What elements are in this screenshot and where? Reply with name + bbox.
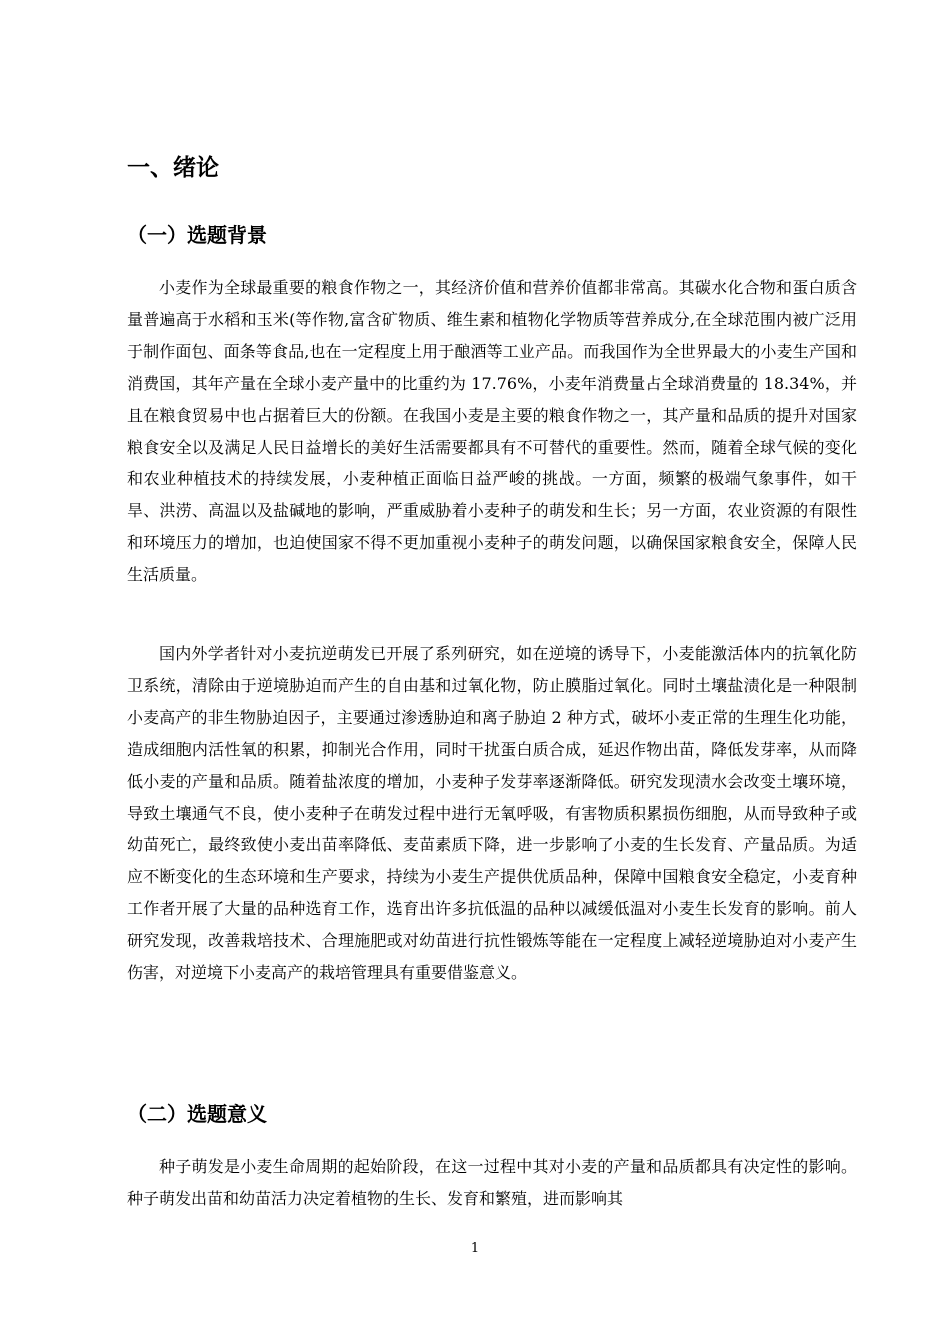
page-number: 1 <box>470 1241 480 1256</box>
section-heading-background: （一）选题背景 <box>127 223 267 247</box>
paragraph-significance-1: 种子萌发是小麦生命周期的起始阶段，在这一过程中其对小麦的产量和品质都具有决定性的影响。种子萌发出苗和幼苗活力决定着植物的生长、发育和繁殖，进而影响其 <box>127 1157 857 1208</box>
paragraph-background-2: 国内外学者针对小麦抗逆萌发已开展了系列研究，如在逆境的诱导下，小麦能激活体内的抗氧化防卫系统，清除由于逆境胁迫而产生的自由基和过氧化物，防止膜脂过氧化。同时土壤盐渍化是一种限制小麦高产的非生物胁迫因子，主要通过渗透胁迫和离子胁迫 2 种方式，破坏小麦正常的生理生化功能，造成细胞内活性氧的积累，抑制光合作用，同时干扰蛋白质合成，延迟作物出苗，降低发芽率，从而降低小麦的产量和品质。随着盐浓度的增加，小麦种子发芽率逐渐降低。研究发现渍水会改变土壤环境，导致土壤通气不良，使小麦种子在萌发过程中进行无氧呼吸，有害物质积累损伤细胞，从而导致种子或幼苗死亡，最终致使小麦出苗率降低、麦苗素质下降，进一步影响了小麦的生长发育、产量品质。为适应不断变化的生态环境和生产要求，持续为小麦生产提供优质品种，保障中国粮食安全稳定，小麦育种工作者开展了大量的品种选育工作，选育出许多抗低温的品种以减缓低温对小麦生长发育的影响。前人研究发现，改善栽培技术、合理施肥或对幼苗进行抗性锻炼等能在一定程度上减轻逆境胁迫对小麦产生伤害，对逆境下小麦高产的栽培管理具有重要借鉴意义。 <box>127 644 857 983</box>
paragraph-background-1: 小麦作为全球最重要的粮食作物之一，其经济价值和营养价值都非常高。其碳水化合物和蛋白质含量普遍高于水稻和玉米(等作物,富含矿物质、维生素和植物化学物质等营养成分,在全球范围内被广泛用于制作面包、面条等食品,也在一定程度上用于酿酒等工业产品。而我国作为全世界最大的小麦生产国和消费国，其年产量在全球小麦产量中的比重约为 17.76%，小麦年消费量占全球消费量的 18.34%，并且在粮食贸易中也占据着巨大的份额。在我国小麦是主要的粮食作物之一，其产量和品质的提升对国家粮食安全以及满足人民日益增长的美好生活需要都具有不可替代的重要性。然而，随着全球气候的变化和农业种植技术的持续发展，小麦种植正面临日益严峻的挑战。一方面，频繁的极端气象事件，如干旱、洪涝、高温以及盐碱地的影响，严重威胁着小麦种子的萌发和生长；另一方面，农业资源的有限性和环境压力的增加，也迫使国家不得不更加重视小麦种子的萌发问题，以确保国家粮食安全，保障人民生活质量。 <box>127 278 857 585</box>
section-heading-significance: （二）选题意义 <box>127 1102 267 1126</box>
chapter-heading: 一、绪论 <box>127 155 219 181</box>
